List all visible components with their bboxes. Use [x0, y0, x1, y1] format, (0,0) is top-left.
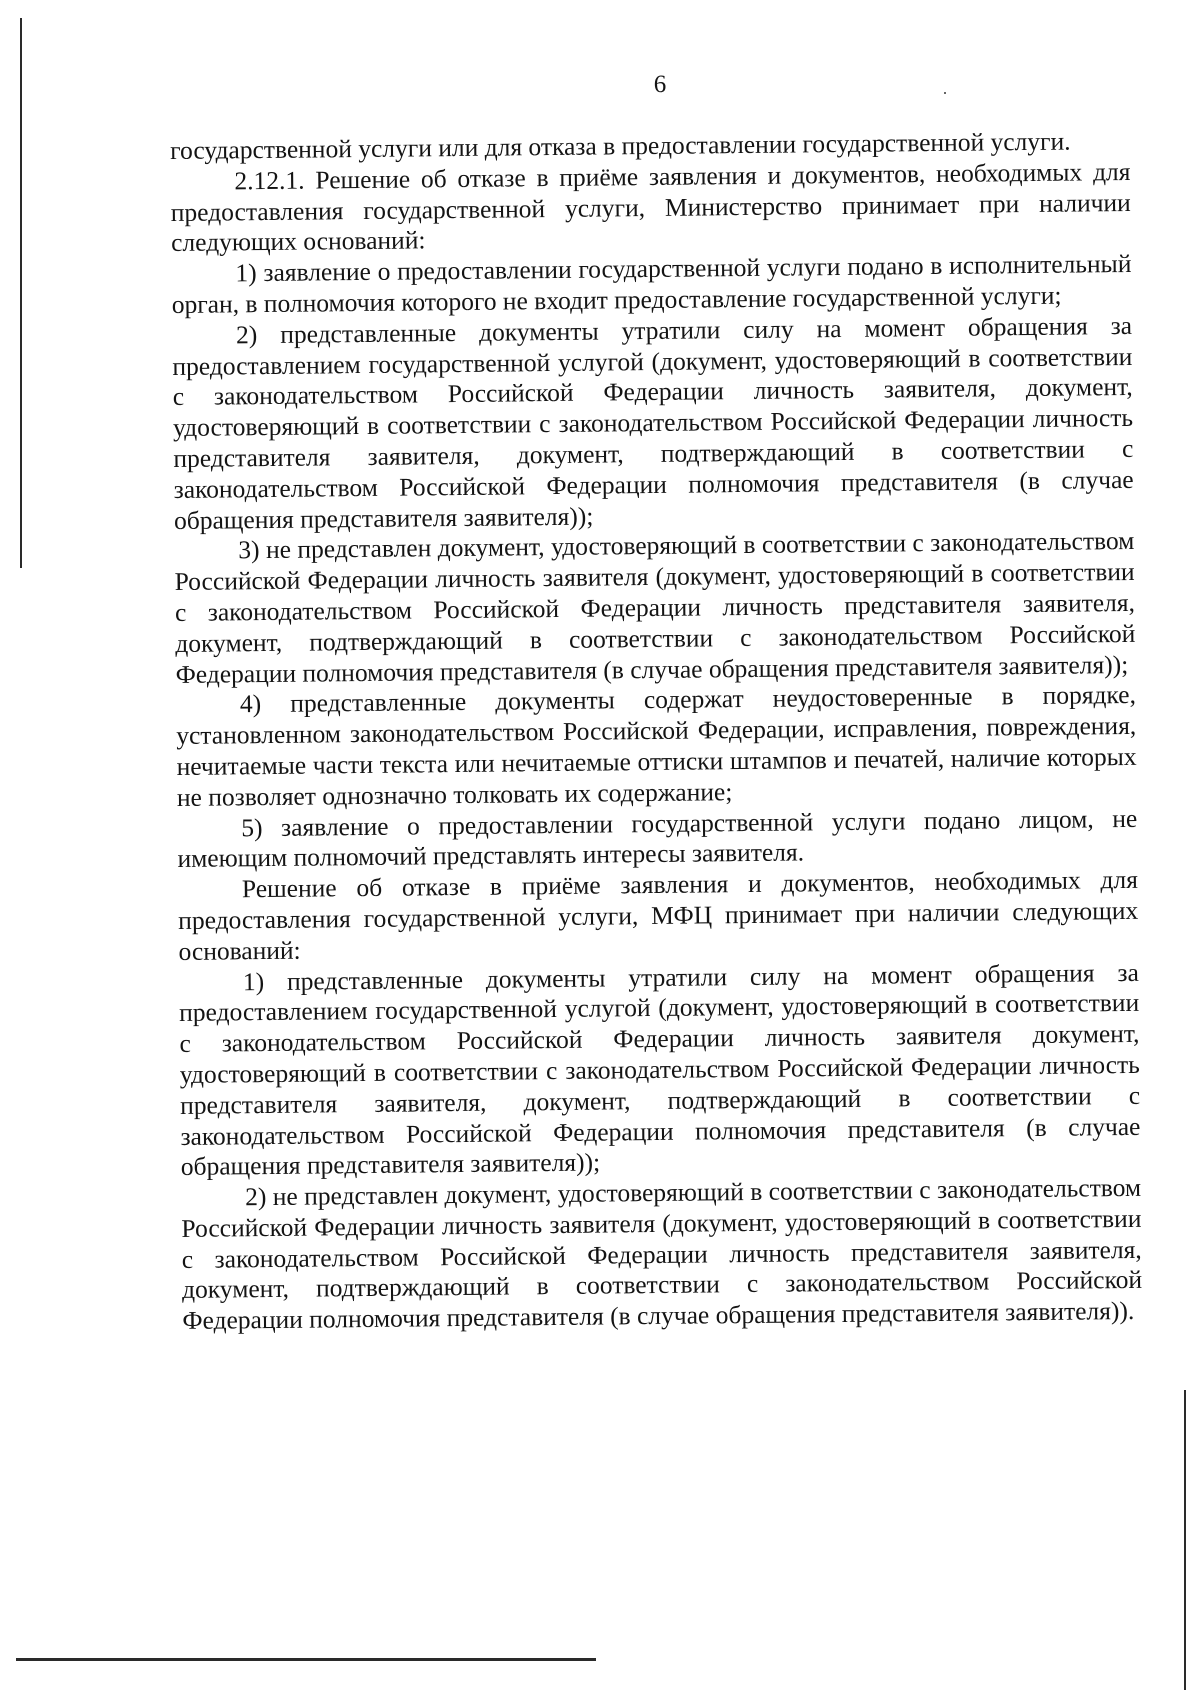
document-body [170, 126, 1143, 1337]
mfc-ground-2: 2) не представлен документ, удостоверяющий в соответствии с законодательством Российской Федерации личность заявителя (документ, удостоверяющий в соответствии с законодательством Российской Федерации личность представителя заявителя, документ, подтверждающий в соответствии с законодательством Российской Федерации полномочия представителя (в случае обращения представителя заявителя)). [181, 1172, 1143, 1336]
mfc-intro-paragraph: Решение об отказе в приёме заявления и документов, необходимых для предоставления государственной услуги, МФЦ принимает при наличии следующих оснований: [178, 865, 1139, 966]
ministry-ground-1: 1) заявление о предоставлении государственной услуги подано в исполнительный орган, в полномочия которого не входит предоставление государственной услуги; [171, 249, 1132, 319]
ministry-ground-5: 5) заявление о предоставлении государственной услуги подано лицом, не имеющим полномочий представлять интересы заявителя. [177, 803, 1138, 874]
scan-edge-bottom [16, 1658, 596, 1661]
page-number: 6 [653, 71, 667, 98]
paragraph-continuation: государственной услуги или для отказа в предоставлении государственной услуги. [170, 126, 1071, 165]
scan-edge-left [20, 18, 22, 568]
ministry-ground-3: 3) не представлен документ, удостоверяющий в соответствии с законодательством Российской Федерации личность заявителя (документ, удостоверяющий в соответствии с законодательством Российской Федерации личность представителя заявителя, документ, подтверждающий в соответствии с законодательством Российской Федерации полномочия представителя (в случае обращения представителя заявителя)); [174, 526, 1136, 689]
ministry-ground-4: 4) представленные документы содержат неудостоверенные в порядке, установленном законодательством Российской Федерации, исправления, повреждения, нечитаемые части текста или нечитаемые оттиски штампов и печатей, наличие которых не позволяет однозначно толковать их содержание; [176, 680, 1137, 812]
mfc-ground-1: 1) представленные документы утратили силу на момент обращения за предоставлением государственной услугой (документ, удостоверяющий в соответствии с законодательством Российской Федерации личность заявителя документ, удостоверяющий в соответствии с законодательством Российской Федерации личность представителя заявителя, документ, подтверждающий в соответствии с законодательством Российской Федерации полномочия представителя (в случае обращения представителя заявителя)); [179, 957, 1141, 1182]
ministry-ground-2: 2) представленные документы утратили силу на момент обращения за предоставлением государственной услугой (документ, удостоверяющий в соответствии с законодательством Российской Федерации личность заявителя, документ, удостоверяющий в соответствии с законодательством Российской Федерации личность представителя заявителя, документ, подтверждающий в соответствии с законодательством Российской Федерации полномочия представителя (в случае обращения представителя заявителя)); [172, 310, 1134, 535]
scan-edge-right [1184, 1390, 1186, 1690]
paragraph-2-12-1: 2.12.1. Решение об отказе в приёме заявления и документов, необходимых для предоставления государственной услуги, Министерство принимает при наличии следующих оснований: [170, 156, 1131, 258]
